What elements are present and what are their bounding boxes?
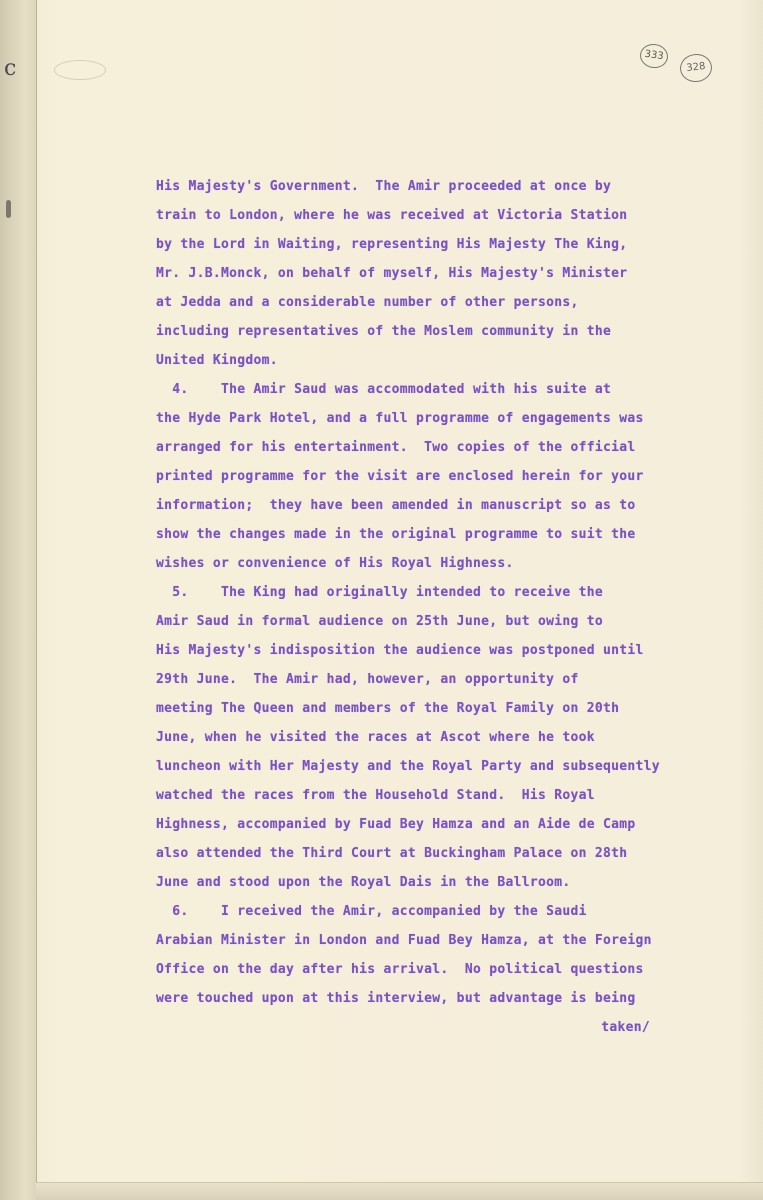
text-line: meeting The Queen and members of the Royal Family on 20th [156, 701, 620, 716]
text-line: Highness, accompanied by Fuad Bey Hamza and an Aide de Camp [156, 817, 636, 832]
text-line: show the changes made in the original programme to suit the [156, 527, 636, 542]
pencil-annotation [54, 60, 106, 80]
text-line: Office on the day after his arrival. No political questions [156, 962, 644, 977]
text-line: June, when he visited the races at Ascot where he took [156, 730, 595, 745]
text-line: arranged for his entertainment. Two copies of the official [156, 440, 636, 455]
text-line: June and stood upon the Royal Dais in the Ballroom. [156, 875, 571, 890]
text-line: including representatives of the Moslem community in the [156, 324, 612, 339]
text-line: Mr. J.B.Monck, on behalf of myself, His Majesty's Minister [156, 266, 628, 281]
text-line: at Jedda and a considerable number of other persons, [156, 295, 579, 310]
text-line: by the Lord in Waiting, representing His Majesty The King, [156, 237, 628, 252]
text-line: luncheon with Her Majesty and the Royal Party and subsequently [156, 759, 660, 774]
text-line: were touched upon at this interview, but advantage is being [156, 991, 636, 1006]
folio-number-secondary: 328 [679, 52, 714, 83]
text-line: United Kingdom. [156, 353, 278, 368]
folio-number-primary: 333 [638, 42, 669, 70]
hole-punch-mark [6, 200, 11, 218]
text-line: Arabian Minister in London and Fuad Bey Hamza, at the Foreign [156, 933, 652, 948]
binding-margin [0, 0, 37, 1200]
catchword: taken/ [601, 1020, 650, 1035]
typed-letter-body [156, 172, 716, 1042]
text-line: 29th June. The Amir had, however, an opportunity of [156, 672, 579, 687]
text-line: also attended the Third Court at Buckingham Palace on 28th [156, 846, 628, 861]
text-line: train to London, where he was received at Victoria Station [156, 208, 628, 223]
text-line: wishes or convenience of His Royal Highness. [156, 556, 514, 571]
text-line: printed programme for the visit are enclosed herein for your [156, 469, 644, 484]
text-line: the Hyde Park Hotel, and a full programme of engagements was [156, 411, 644, 426]
paragraph-6-start: 6. I received the Amir, accompanied by the Saudi [156, 904, 587, 919]
text-line: watched the races from the Household Stand. His Royal [156, 788, 595, 803]
text-line: His Majesty's indisposition the audience was postponed until [156, 643, 644, 658]
text-line: Amir Saud in formal audience on 25th June, but owing to [156, 614, 603, 629]
margin-mark: c [4, 56, 17, 81]
text-line: His Majesty's Government. The Amir proceeded at once by [156, 179, 612, 194]
text-line: information; they have been amended in manuscript so as to [156, 498, 636, 513]
page-edge [36, 1182, 763, 1200]
paragraph-5-start: 5. The King had originally intended to receive the [156, 585, 603, 600]
paragraph-4-start: 4. The Amir Saud was accommodated with his suite at [156, 382, 612, 397]
